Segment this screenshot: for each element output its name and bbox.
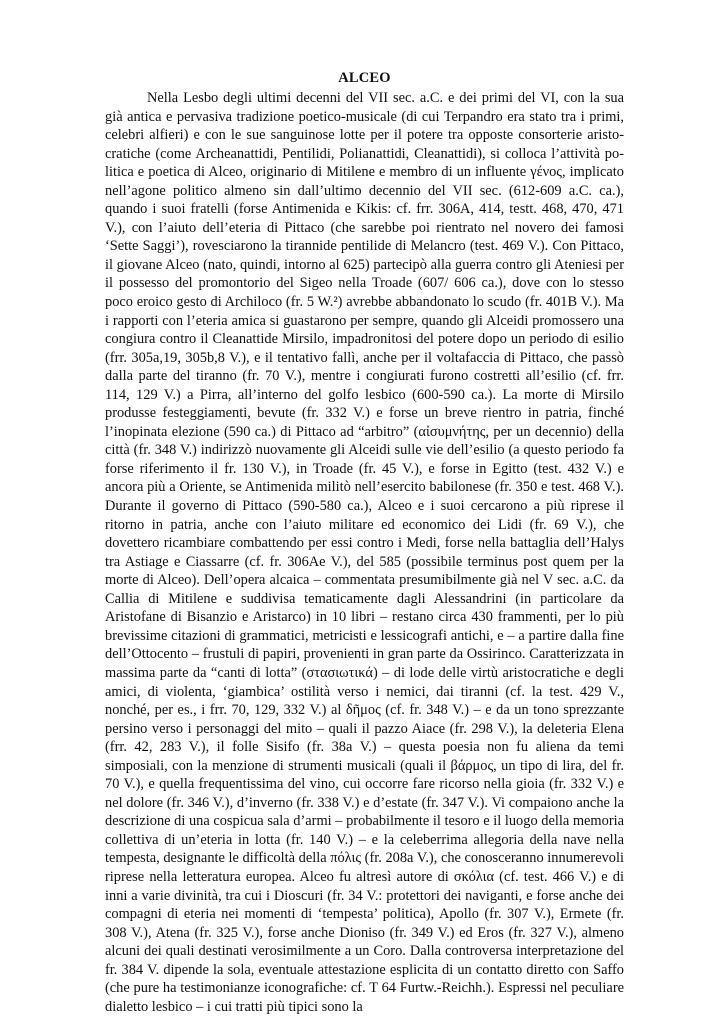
document-title: ALCEO — [338, 70, 391, 86]
body-paragraph: Nella Lesbo degli ultimi decenni del VII sec. a.C. e dei primi del VI, con la sua già antica e pervasiva tradizione poetico-musicale (di cui Terpandro era stato tra i primi, celebri alfieri) e con le sue sanguinose lotte per il potere tra opposte consorterie aristocratiche (come Archeanattidi, Pentilidi, Polianattidi, Cleanattidi), si colloca l’attività politica e poetica di Alceo, originario di Mitilene e membro di un influente γένος, implicato nell’agone politico almeno sin dall’ultimo decennio del VII sec. (612-609 a.C. ca.), quando i suoi fratelli (forse Antimenida e Kikis: cf. frr. 306A, 414, testt. 468, 470, 471 V.), con l’aiuto dell’eteria di Pittaco (che sarebbe poi rientrato nel novero dei famosi ‘Sette Saggi’), rovesciarono la tirannide pentilide di Melancro (test. 469 V.). Con Pittaco, il giovane Alceo (nato, quindi, intorno al 625) partecipò alla guerra contro gli Ateniesi per il possesso del promontorio del Sigeo nella Troade (607/ 606 ca.), dove con lo stesso poco eroico gesto di Archiloco (fr. 5 W.²) avrebbe abbandonato lo scudo (fr. 401B V.). Ma i rapporti con l’eteria amica si guastarono per sempre, quando gli Alceidi promossero una congiura contro il Cleanattide Mirsilo, impadronitosi del potere dopo un periodo di esilio (frr. 305a,19, 305b,8 V.), e il tentativo fallì, anche per il voltafaccia di Pittaco, che passò dalla parte del tiranno (fr. 70 V.), mentre i congiurati furono costretti all’esilio (cf. frr. 114, 129 V.) a Pirra, all’interno del golfo lesbico (600-590 ca.). La morte di Mirsilo produsse festeggiamenti, bevute (fr. 332 V.) e forse un breve rientro in patria, finché l’inopinata elezione (590 ca.) di Pittaco ad “arbitro” (αἰσυμνήτης, per un decennio) della città (fr. 348 V.) indirizzò nuovamente gli Alceidi sulle vie dell’esilio (a questo periodo fa forse riferimento il fr. 130 V.), in Troade (fr. 45 V.), e forse in Egitto (test. 432 V.) e ancora più a Oriente, se Antimenida militò nell’esercito babilonese (fr. 350 e test. 468 V.). Durante il governo di Pittaco (590-580 ca.), Alceo e i suoi cercarono a più riprese il ritorno in patria, anche con l’aiuto militare ed economico dei Lidi (fr. 69 V.), che dovettero ricambiare combattendo per essi contro i Medi, forse nella battaglia dell’Halys tra Astiage e Ciassarre (cf. fr. 306Ae V.), del 585 (possibile terminus post quem per la morte di Alceo). Dell’opera alcaica – commentata presumibilmente già nel V sec. a.C. da Callia di Mitilene e suddivisa tematicamente dagli Alessandrini (in particolare da Aristofane di Bisanzio e Aristarco) in 10 libri – restano circa 430 frammenti, per lo più brevissime citazioni di grammatici, metricisti e lessicografi antichi, e – a partire dalla fine dell’Ottocento – frustuli di papiri, provenienti in gran parte da Ossirinco. Caratterizzata in massima parte da “canti di lotta” (στασιωτικά) – di lode delle virtù aristocratiche e degli amici, di violenta, ‘giambica’ ostilità verso i nemici, dai tiranni (cf. la test. 429 V., nonché, per es., i frr. 70, 129, 332 V.) al δῆμος (cf. fr. 348 V.) – e da un tono sprezzante persino verso i personaggi del mito – quali il pazzo Aiace (fr. 298 V.), la deleteria Elena (frr. 42, 283 V.), il folle Sisifo (fr. 38a V.) – questa poesia non fu aliena da temi simposiali, con la menzione di strumenti musicali (quali il βάρμος, un tipo di lira, del fr. 70 V.), e quella frequentissima del vino, cui occorre fare ricorso nella gioia (fr. 332 V.) e nel dolore (fr. 346 V.), d’inverno (fr. 338 V.) e d’estate (fr. 347 V.). Vi compaiono anche la descrizione di una cospicua sala d’armi – probabilmente il tesoro e il luogo della memoria collettiva di un’eteria in lotta (fr. 140 V.) – e la celeberrima allegoria della nave nella tempesta, designante le difficoltà della πόλις (fr. 208a V.), che conosceranno innumerevoli riprese nella letteratura europea. Alceo fu altresì autore di σκόλια (cf. test. 466 V.) e di inni a varie divinità, tra cui i Dioscuri (fr. 34 V.: protettori dei naviganti, e forse anche dei compagni di eteria nei momenti di ‘tempesta’ politica), Apollo (fr. 307 V.), Ermete (fr. 308 V.), Atena (fr. 325 V.), forse anche Dioniso (fr. 349 V.) ed Eros (fr. 327 V.), almeno alcuni dei quali destinati verosimilmente a un Coro. Dalla controversa interpretazione del fr. 384 V. dipende la sola, eventuale attestazione esplicita di un contatto diretto con Saffo (che pure ha testimonianze iconografiche: cf. T 64 Furtw.-Reichh.). Espressi nel peculiare dialetto lesbico – i cui tratti più tipici sono la — [105, 90, 624, 1015]
